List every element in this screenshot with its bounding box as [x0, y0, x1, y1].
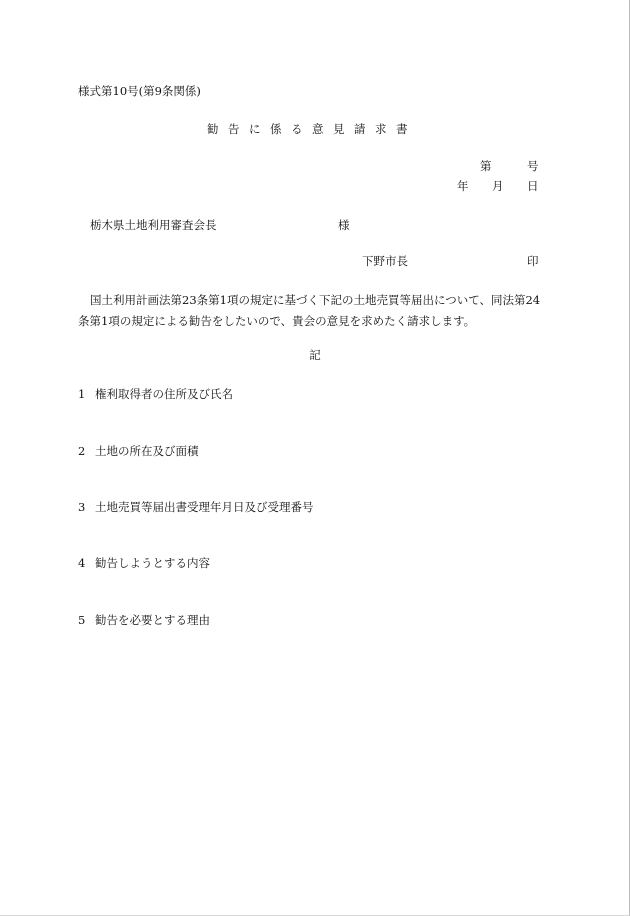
body-text-line-2: 条第1項の規定による勧告をしたいので、貴会の意見を求めたく請求します。 — [78, 314, 476, 328]
doc-number-prefix: 第 — [480, 159, 492, 173]
list-item-text: 勧告しようとする内容 — [95, 556, 210, 570]
list-item — [78, 389, 233, 401]
body-text-line-1: 国土利用計画法第23条第1項の規定に基づく下記の土地売買等届出について、同法第24 — [90, 293, 541, 307]
list-item — [78, 502, 314, 514]
list-item-number: 4 — [78, 556, 86, 570]
list-item-number: 2 — [78, 444, 86, 458]
list-item-text: 土地売買等届出書受理年月日及び受理番号 — [95, 500, 314, 514]
ki-heading: 記 — [309, 348, 321, 362]
sender-name: 下野市長 — [362, 254, 408, 268]
list-item-text: 勧告を必要とする理由 — [95, 613, 210, 627]
list-item-text: 土地の所在及び面積 — [95, 444, 199, 458]
list-item-number: 5 — [78, 613, 86, 627]
list-item — [78, 558, 210, 570]
date-day: 日 — [527, 179, 539, 193]
addressee-honorific: 様 — [338, 218, 350, 232]
list-item — [78, 615, 210, 627]
form-number: 様式第10号(第9条関係) — [78, 84, 201, 98]
list-item-number: 3 — [78, 500, 86, 514]
date-year: 年 — [457, 179, 469, 193]
list-item-text: 権利取得者の住所及び氏名 — [95, 387, 233, 401]
date-month: 月 — [492, 179, 504, 193]
list-item — [78, 446, 199, 458]
seal-mark: 印 — [527, 254, 539, 268]
addressee-name: 栃木県土地利用審査会長 — [90, 218, 217, 232]
list-item-number: 1 — [78, 387, 86, 401]
document-title: 勧告に係る意見請求書 — [207, 122, 417, 136]
doc-number-suffix: 号 — [527, 159, 539, 173]
